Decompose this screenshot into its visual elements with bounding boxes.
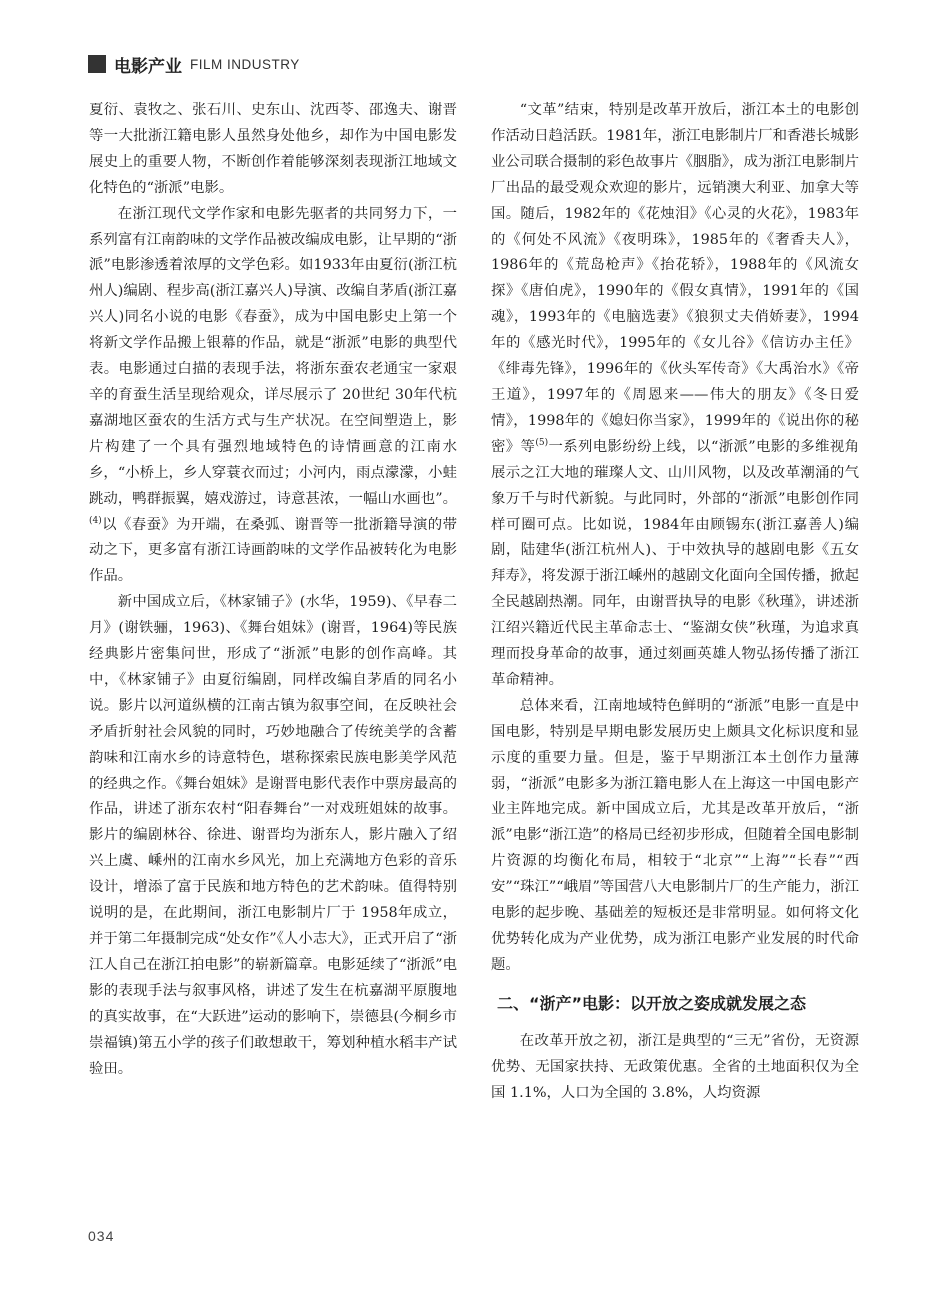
section-title-cn: 电影产业 [114, 56, 182, 77]
right-paragraph-2: 总体来看，江南地域特色鲜明的“浙派”电影一直是中国电影，特别是早期电影发展历史上颇具文化标识度和显示度的重要力量。但是，鉴于早期浙江本土创作力量薄弱，“浙派”电影多为浙江籍电影人在上海这一中国电影产业主阵地完成。新中国成立后，尤其是改革开放后，“浙派”电影“浙江造”的格局已经初步形成，但随着全国电影制片资源的均衡化布局，相较于“北京”“上海”“长春”“西安”“珠江”“峨眉”等国营八大电影制片厂的生产能力，浙江电影的起步晚、基础差的短板还是非常明显。如何将文化优势转化成为产业优势，成为浙江电影产业发展的时代命题。 [491, 697, 859, 973]
header-square-icon [88, 55, 106, 73]
left-paragraph-1: 夏衍、袁牧之、张石川、史东山、沈西苓、邵逸夫、谢晋等一大批浙江籍电影人虽然身处他乡，却作为中国电影发展史上的重要人物，不断创作着能够深刻表现浙江地域文化特色的“浙派”电影。 [89, 102, 457, 196]
footnote-ref-5: (5) [535, 437, 549, 448]
footnote-ref-4: (4) [89, 515, 102, 526]
page-number: 034 [88, 1228, 115, 1244]
left-paragraph-2 [89, 202, 457, 591]
left-paragraph-2-tail: 以《春蚕》为开端，在桑弧、谢晋等一批浙籍导演的带动之下，更多富有浙江诗画韵味的文学作品被转化为电影作品。 [89, 516, 457, 585]
right-paragraph-3: 在改革开放之初，浙江是典型的“三无”省份，无资源优势、无国家扶持、无政策优惠。全省的土地面积仅为全国 1.1%，人口为全国的 3.8%，人均资源 [491, 1032, 859, 1101]
left-paragraph-3: 新中国成立后，《林家铺子》(水华，1959)、《早春二月》(谢铁骊，1963)、《舞台姐妹》(谢晋，1964)等民族经典影片密集问世，形成了“浙派”电影的创作高峰。其中，《林家铺子》由夏衍编剧，同样改编自茅盾的同名小说。影片以河道纵横的江南古镇为叙事空间，在反映社会矛盾折射社会风貌的同时，巧妙地融合了传统美学的含蓄韵味和江南水乡的诗意特色，堪称探索民族电影美学风范的经典之作。《舞台姐妹》是谢晋电影代表作中票房最高的作品，讲述了浙东农村“阳春舞台”一对戏班姐妹的故事。影片的编剧林谷、徐进、谢晋均为浙东人，影片融入了绍兴上虞、嵊州的江南水乡风光，加上充满地方色彩的音乐设计，增添了富于民族和地方特色的艺术韵味。值得特别说明的是，在此期间，浙江电影制片厂于 1958年成立，并于第二年摄制完成“处女作”《人小志大》，正式开启了“浙江人自己在浙江拍电影”的崭新篇章。电影延续了“浙派”电影的表现手法与叙事风格，讲述了发生在杭嘉湖平原腹地的真实故事，在“大跃进”运动的影响下，崇德县(今桐乡市崇福镇)第五小学的孩子们敢想敢干，筹划种植水稻丰产试验田。 [89, 594, 457, 1077]
section-title-en: FILM INDUSTRY [190, 56, 300, 72]
right-paragraph-1-text: “文革”结束，特别是改革开放后，浙江本土的电影创作活动日趋活跃。1981年，浙江电影制片厂和香港长城影业公司联合摄制的彩色故事片《胭脂》，成为浙江电影制片厂出品的最受观众欢迎的影片，远销澳大利亚、加拿大等国。随后，1982年的《花烛泪》《心灵的火花》，1983年的《何处不风流》《夜明珠》，1985年的《奢香夫人》，1986年的《荒岛枪声》《抬花轿》，1988年的《风流女探》《唐伯虎》，1990年的《假女真情》，1991年的《国魂》，1993年的《电脑选妻》《狼狈丈夫俏娇妻》，1994年的《感光时代》，1995年的《女儿谷》《信访办主任》《绯毒先锋》，1996年的《伙头军传奇》《大禹治水》《帝王道》，1997年的《周恩来——伟大的朋友》《冬日爱情》，1998年的《媳妇你当家》，1999年的《说出你的秘密》等 [491, 102, 859, 455]
left-column [89, 98, 457, 1082]
section-heading: 二、“浙产”电影：以开放之姿成就发展之态 [497, 993, 807, 1013]
right-paragraph-1 [491, 98, 859, 694]
left-paragraph-2-text: 在浙江现代文学作家和电影先驱者的共同努力下，一系列富有江南韵味的文学作品被改编成电影，让早期的“浙派”电影渗透着浓厚的文学色彩。如1933年由夏衍(浙江杭州人)编剧、程步高(浙江嘉兴人)导演、改编自茅盾(浙江嘉兴人)同名小说的电影《春蚕》，成为中国电影史上第一个将新文学作品搬上银幕的作品，就是“浙派”电影的典型代表。电影通过白描的表现手法，将浙东蚕农老通宝一家艰辛的育蚕生活呈现给观众，详尽展示了 20世纪 30年代杭嘉湖地区蚕农的生活方式与生产状况。在空间塑造上，影片构建了一个具有强烈地域特色的诗情画意的江南水乡，“小桥上，乡人穿蓑衣而过；小河内，雨点濛濛，小蛙跳动，鸭群振翼，嬉戏游过，诗意甚浓，一幅山水画也”。 [89, 205, 457, 507]
right-column [491, 98, 859, 1107]
section-header [88, 50, 300, 78]
right-paragraph-1-tail: 一系列电影纷纷上线，以“浙派”电影的多维视角展示之江大地的璀璨人文、山川风物，以及改革潮涌的气象万千与时代新貌。与此同时，外部的“浙派”电影创作同样可圈可点。比如说，1984年由顾锡东(浙江嘉善人)编剧，陆建华(浙江杭州人)、于中效执导的越剧电影《五女拜寿》，将发源于浙江嵊州的越剧文化面向全国传播，掀起全民越剧热潮。同年，由谢晋执导的电影《秋瑾》，讲述浙江绍兴籍近代民主革命志士、“鉴湖女侠”秋瑾，为追求真理而投身革命的故事，通过刻画英雄人物弘扬传播了浙江革命精神。 [491, 438, 859, 688]
